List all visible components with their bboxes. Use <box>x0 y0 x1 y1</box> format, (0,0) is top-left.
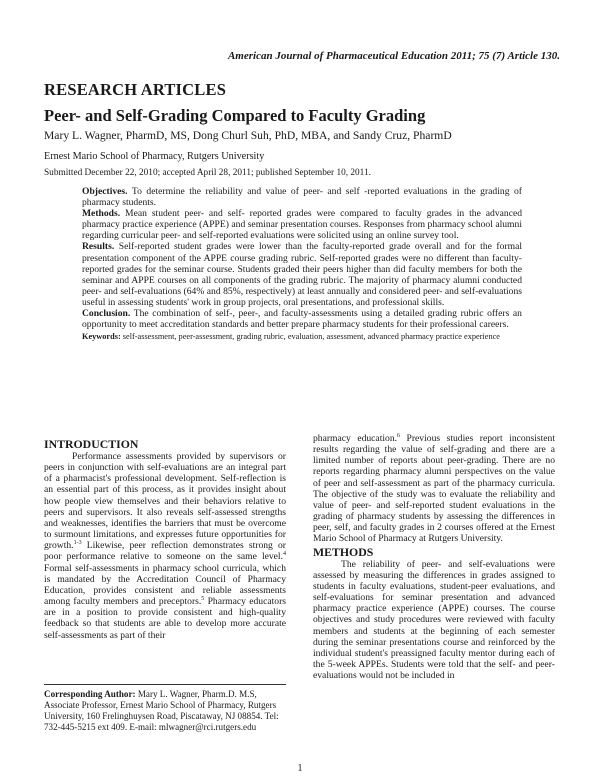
citation-ref: 6 <box>397 432 401 439</box>
article-title: Peer- and Self-Grading Compared to Faculty Grading <box>44 106 426 125</box>
citation-ref: 5 <box>201 595 205 602</box>
corresponding-label: Corresponding Author: <box>44 689 136 699</box>
section-label: RESEARCH ARTICLES <box>44 80 227 99</box>
methods-heading: METHODS <box>313 544 374 559</box>
author-list: Mary L. Wagner, PharmD, MS, Dong Churl Suh, PhD, MBA, and Sandy Cruz, PharmD <box>44 129 452 142</box>
introduction-continued <box>313 433 555 545</box>
abstract <box>82 186 522 343</box>
intro-text-2: Likewise, peer reflection demonstrates strong or poor performance relative to someone on the same level. <box>44 540 286 563</box>
intro-text-1: Performance assessments provided by supervisors or peers in conjunction with self-evaluations are an integral part of a pharmacist's professional development. Self-reflection is an essential part of this process, as it provides insight about how people view themselves and their behaviors relative to peers and supervisors. It also reveals self-assessed strengths and weaknesses, identifies the barriers that must be overcome to surmount limitations, and expresses future opportunities for growth. <box>44 451 286 552</box>
methods-text: Mean student peer- and self- reported grades were compared to faculty grades in the advanced pharmacy practice experience (APPE) and seminar presentation courses. Responses from pharmacy school alumni regarding curricular peer- and self-reported evaluations were solicited using an online survey tool. <box>82 208 523 242</box>
intro-text-3: Formal self-assessments in pharmacy school curricula, which is mandated by the Accreditation Council of Pharmacy Education, provides consistent and reliable assessments among faculty members and preceptors. <box>44 562 286 608</box>
abstract-conclusion <box>82 308 522 330</box>
results-text: Self-reported student grades were lower than the faculty-reported grade overall and for the formal presentation component of the APPE course grading rubric. Self-reported grades were no different than faculty-reported grades for the seminar course. Students graded their peers higher than did faculty members for both the seminar and APPE courses on all components of the grading rubric. The majority of pharmacy alumni conducted peer- and self-evaluations (64% and 85%, respectively) at least annually and considered peer- and self-evaluations useful in assessing students' work in group projects, oral presentations, and professional skills. <box>82 241 522 308</box>
abstract-results <box>82 241 522 308</box>
intro-text-4: Pharmacy educators are in a position to provide consistent and high-quality feedback so that students are able to develop more accurate self-assessments as part of their <box>44 596 287 641</box>
objectives-text: To determine the reliability and value of peer- and self -reported evaluations in the grading of pharmacy students. <box>82 186 522 209</box>
conclusion-label: Conclusion. <box>82 308 131 320</box>
conclusion-text: The combination of self-, peer-, and faculty-assessments using a detailed grading rubric offers an opportunity to meet accreditation standards and better prepare pharmacy students for their professional careers. <box>82 308 522 331</box>
methods-label: Methods. <box>82 208 121 220</box>
keywords-text: self-assessment, peer-assessment, grading rubric, evaluation, assessment, advanced pharmacy practice experience <box>122 332 500 342</box>
intro-text-5: pharmacy education. <box>313 433 398 444</box>
abstract-methods <box>82 208 522 241</box>
affiliation: Ernest Mario School of Pharmacy, Rutgers University <box>44 151 265 162</box>
introduction-heading: INTRODUCTION <box>44 437 139 451</box>
abstract-objectives <box>82 186 522 208</box>
citation-ref: 4 <box>283 551 286 558</box>
corresponding-author <box>44 684 286 733</box>
introduction-paragraph <box>44 451 286 641</box>
right-column <box>313 433 555 681</box>
results-label: Results. <box>82 241 115 253</box>
journal-header: American Journal of Pharmaceutical Education 2011; 75 (7) Article 130. <box>227 50 560 62</box>
citation-ref: 1-3 <box>73 540 82 547</box>
left-column <box>44 437 286 641</box>
publication-dates: Submitted December 22, 2010; accepted April 28, 2011; published September 10, 2011. <box>44 168 371 178</box>
page-number: 1 <box>297 763 303 774</box>
intro-text-6: Previous studies report inconsistent results regarding the value of self-grading and there are a limited number of reports about peer-grading. There are no reports regarding pharmacy alumni perspectives on the value of peer and self-assessment as part of the pharmacy curricula. The objective of the study was to evaluate the reliability and value of peer- and self-reported student evaluations in the grading of pharmacy students by assessing the differences in peer, self, and faculty grades in 2 courses offered at the Ernest Mario School of Pharmacy at Rutgers University. <box>313 433 555 545</box>
objectives-label: Objectives. <box>82 186 128 197</box>
corresponding-text: Mary L. Wagner, Pharm.D. M.S, Associate Professor, Ernest Mario School of Pharmacy, Rutgers University, 160 Frelinghuysen Road, Piscataway, NJ 08854. Tel: 732-445-5215 ext 409. E-mail: mlwagner@rci.rutgers.edu <box>44 689 279 733</box>
keywords-label: Keywords: <box>82 332 121 342</box>
keywords <box>82 332 522 342</box>
methods-paragraph: The reliability of peer- and self-evaluations were assessed by measuring the differences in grades assigned to students in faculty evaluations, student-peer evaluations, and self-evaluations for seminar presentation and advanced pharmacy practice experience (APPE) courses. The course objectives and study procedures were reviewed with faculty members and students at the beginning of each semester during the seminar presentations course and reinforced by the individual student's preassigned faculty mentor during each of the 5-week APPEs. Students were told that the self- and peer-evaluations would not be included in <box>313 558 555 682</box>
